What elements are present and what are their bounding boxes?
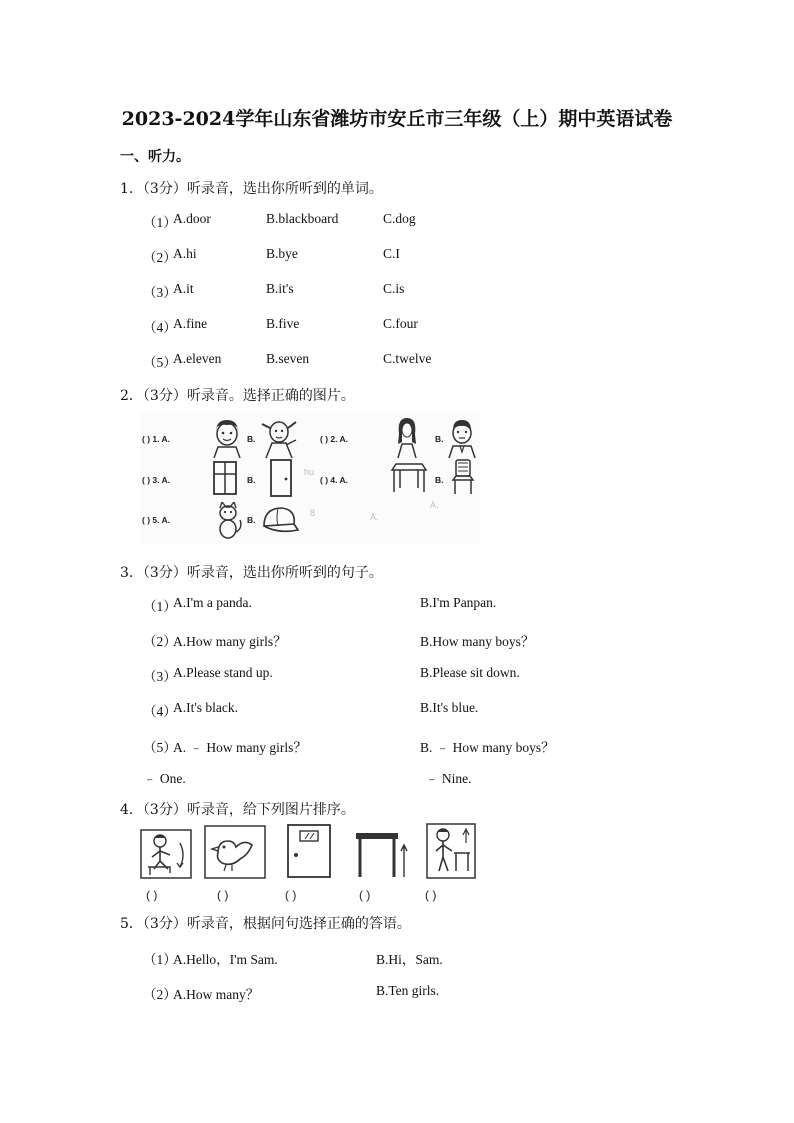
- q3-option-a[interactable]: A. ﹣ How many girls？: [173, 740, 307, 755]
- q3-option-a[interactable]: A.How many girls？: [173, 634, 287, 649]
- q2-label: ( ) 4. A.: [320, 475, 349, 485]
- q5-item-number: （1）: [143, 952, 177, 967]
- q3-option-b[interactable]: B.Please sit down.: [420, 665, 520, 680]
- q1-item-number: （1）: [143, 215, 177, 230]
- q1-option-c[interactable]: C.four: [383, 316, 418, 331]
- q3-option-a[interactable]: A.I'm a panda.: [173, 595, 252, 610]
- question-2-stem: 2．（3分）听录音。选择正确的图片。: [120, 388, 355, 404]
- q1-item-number: （2）: [143, 250, 177, 265]
- faded-bleed-text: A.: [430, 500, 439, 510]
- chair-picture[interactable]: [450, 458, 476, 496]
- q3-item-number: （5）: [143, 740, 177, 755]
- girl-picture[interactable]: [258, 416, 300, 458]
- q5-item-number: （2）: [143, 987, 177, 1002]
- q2-label: B.: [435, 475, 444, 485]
- door-picture[interactable]: [268, 458, 294, 498]
- stand-up-picture[interactable]: [140, 829, 192, 879]
- q3-option-b[interactable]: B. ﹣ How many boys？: [420, 740, 555, 755]
- q3-option-a[interactable]: A.It's black.: [173, 700, 239, 715]
- q1-option-a[interactable]: A.fine: [173, 316, 208, 331]
- q3-item-number: （2）: [143, 634, 177, 649]
- desk-picture[interactable]: [352, 829, 408, 879]
- q5-option-a[interactable]: A.Hello，I'm Sam.: [173, 952, 278, 967]
- q1-option-a[interactable]: A.hi: [173, 246, 197, 261]
- q1-option-a[interactable]: A.eleven: [173, 351, 222, 366]
- q2-label: B.: [247, 475, 256, 485]
- cat-picture[interactable]: [212, 502, 244, 540]
- page-title: 2023-2024学年山东省潍坊市安丘市三年级（上）期中英语试卷: [121, 108, 673, 130]
- q5-option-a[interactable]: A.How many？: [173, 987, 260, 1002]
- boy-picture[interactable]: [210, 416, 244, 458]
- q1-option-b[interactable]: B.five: [266, 316, 300, 331]
- q3-option-b[interactable]: B.How many boys？: [420, 634, 535, 649]
- q2-label: ( ) 1. A.: [142, 434, 171, 444]
- q2-label: B.: [435, 434, 444, 444]
- q1-option-a[interactable]: A.it: [173, 281, 194, 296]
- q1-option-b[interactable]: B.seven: [266, 351, 310, 366]
- question-4-stem: 4．（3分）听录音，给下列图片排序。: [120, 802, 355, 818]
- answer-bracket[interactable]: ( ): [217, 888, 229, 902]
- section-heading-listening: 一、听力。: [120, 149, 190, 165]
- faded-bleed-text: hu: [304, 467, 315, 477]
- cap-picture[interactable]: [258, 504, 302, 536]
- q3-option-b[interactable]: B.I'm Panpan.: [420, 595, 497, 610]
- q1-option-c[interactable]: C.twelve: [383, 351, 432, 366]
- q5-option-b[interactable]: B.Ten girls.: [376, 983, 440, 998]
- q1-option-c[interactable]: C.I: [383, 246, 400, 261]
- q1-item-number: （3）: [143, 285, 177, 300]
- q3-answer-b: ﹣ Nine.: [425, 771, 472, 786]
- q1-option-b[interactable]: B.bye: [266, 246, 298, 261]
- q2-label: ( ) 3. A.: [142, 475, 171, 485]
- q3-answer-a: ﹣ One.: [143, 771, 186, 786]
- woman-picture[interactable]: [392, 414, 422, 458]
- door-picture[interactable]: [286, 823, 332, 879]
- q3-item-number: （4）: [143, 704, 177, 719]
- q5-option-b[interactable]: B.Hi，Sam.: [376, 952, 443, 967]
- q1-option-b[interactable]: B.it's: [266, 281, 294, 296]
- bird-picture[interactable]: [204, 825, 266, 879]
- answer-bracket[interactable]: ( ): [146, 888, 158, 902]
- q3-item-number: （1）: [143, 599, 177, 614]
- q1-item-number: （5）: [143, 355, 177, 370]
- question-5-stem: 5．（3分）听录音，根据问句选择正确的答语。: [120, 916, 411, 932]
- question-1-stem: 1．（3分）听录音，选出你所听到的单词。: [120, 181, 383, 197]
- sit-down-picture[interactable]: [426, 823, 476, 879]
- q1-option-b[interactable]: B.blackboard: [266, 211, 339, 226]
- question-3-stem: 3．（3分）听录音，选出你所听到的句子。: [120, 565, 383, 581]
- faded-bleed-text: 8: [310, 508, 316, 518]
- window-picture[interactable]: [212, 460, 238, 496]
- desk-picture[interactable]: [388, 462, 430, 494]
- answer-bracket[interactable]: ( ): [285, 888, 297, 902]
- q3-option-b[interactable]: B.It's blue.: [420, 700, 479, 715]
- q1-item-number: （4）: [143, 320, 177, 335]
- q2-label: B.: [247, 515, 256, 525]
- q3-item-number: （3）: [143, 669, 177, 684]
- q3-option-a[interactable]: A.Please stand up.: [173, 665, 273, 680]
- q2-label: ( ) 2. A.: [320, 434, 349, 444]
- q2-label: B.: [247, 434, 256, 444]
- q1-option-a[interactable]: A.door: [173, 211, 211, 226]
- q1-option-c[interactable]: C.dog: [383, 211, 416, 226]
- answer-bracket[interactable]: ( ): [425, 888, 437, 902]
- faded-bleed-text: A.: [370, 512, 379, 522]
- man-picture[interactable]: [446, 416, 478, 458]
- question-2-picture-grid: [140, 412, 480, 544]
- q2-label: ( ) 5. A.: [142, 515, 171, 525]
- answer-bracket[interactable]: ( ): [359, 888, 371, 902]
- q1-option-c[interactable]: C.is: [383, 281, 405, 296]
